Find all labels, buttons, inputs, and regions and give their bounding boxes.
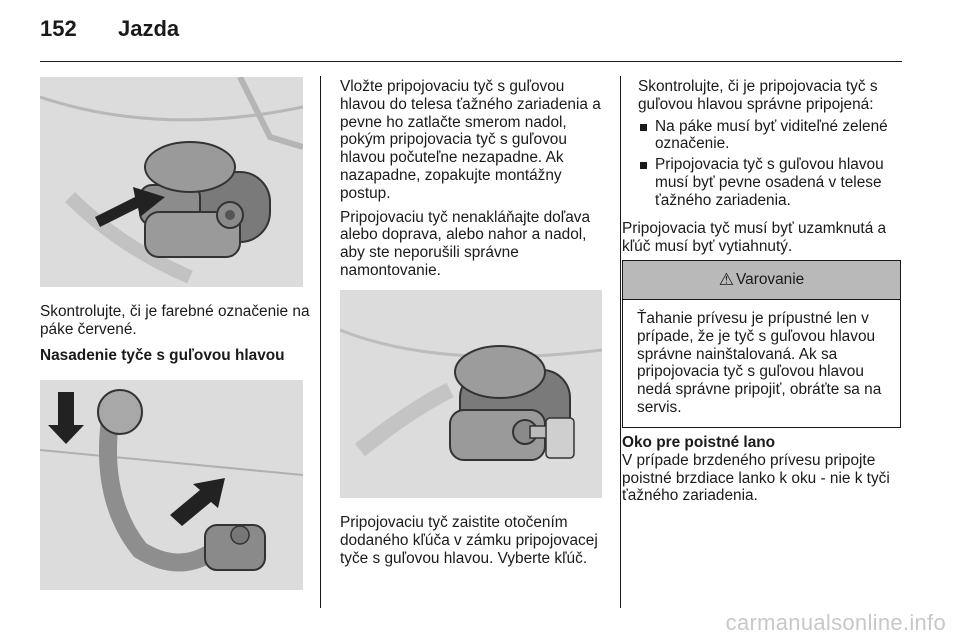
column-divider-1 [320, 76, 321, 608]
tilt-warning-text: Pripojovaciu tyč nenakláňajte doľava alebo doprava, alebo nahor a nadol, aby ste neporušili správne namontovanie. [340, 208, 591, 279]
safety-cable-text: V prípade brzdeného prívesu pripojte poistné brzdiace lanko k oku - nie k tyči ťažného zariadenia. [622, 451, 890, 505]
column-3-bottom [622, 434, 902, 511]
lock-requirement-text: Pripojovacia tyč musí byť uzamknutá a kľúč musí byť vytiahnutý. [622, 220, 887, 255]
column-divider-2 [620, 76, 621, 608]
lock-instruction-text: Pripojovaciu tyč zaistite otočením dodaného kľúča v zámku pripojovacej tyče s guľovou hlavou. Vyberte kľúč. [340, 514, 598, 567]
page-number: 152 [40, 16, 77, 41]
bullet-icon [640, 124, 647, 131]
column-3 [638, 78, 900, 213]
figure-key-lock [340, 290, 602, 498]
list-item [638, 118, 900, 154]
column-2 [340, 78, 608, 286]
ball-bar-insertion-illustration [40, 380, 303, 590]
list-item [638, 156, 900, 209]
column-2-bottom [340, 514, 608, 573]
header-divider [40, 61, 902, 62]
figure-ball-bar-insertion [40, 380, 303, 590]
lever-check-text: Skontrolujte, či je farebné označenie na páke červené. [40, 303, 310, 338]
warning-box [622, 260, 901, 428]
warning-text: Ťahanie prívesu je prípustné len v prípade, že je tyč s guľovou hlavou správne nainštalovaná. Ak sa pripojovacia tyč s guľovou hlavou nedá správne pripojiť, obráťte sa na servis. [637, 310, 882, 416]
warning-triangle-icon: ⚠ [718, 270, 735, 289]
check-list [638, 118, 900, 210]
insert-instruction-text: Vložte pripojovaciu tyč s guľovou hlavou do telesa ťažného zariadenia a pevne ho zatlačte smerom nadol, pokým pripojovacia tyč s guľovou hlavou počuteľne nezapadne. Ak nazapadne, zopakujte montážny postup. [340, 78, 601, 202]
key-lock-illustration [340, 290, 602, 498]
warning-header [623, 261, 900, 300]
section-heading-safety-eye: Oko pre poistné lano [622, 434, 776, 451]
bullet-icon [640, 162, 647, 169]
tow-hitch-lever-illustration [40, 77, 303, 287]
page-header [40, 16, 902, 50]
lock-requirement [622, 220, 902, 262]
list-item-text: Pripojovacia tyč s guľovou hlavou musí byť pevne osadená v telese ťažného zariadenia. [655, 156, 884, 209]
chapter-title: Jazda [118, 16, 180, 41]
list-item-text: Na páke musí byť viditeľné zelené označenie. [655, 117, 888, 153]
watermark: carmanualsonline.info [725, 610, 946, 635]
section-heading-insert: Nasadenie tyče s guľovou hlavou [40, 347, 285, 364]
column-1 [40, 303, 312, 345]
warning-title: Varovanie [736, 271, 805, 288]
connection-check-intro: Skontrolujte, či je pripojovacia tyč s guľovou hlavou správne pripojená: [638, 78, 878, 113]
figure-lever-marking [40, 77, 303, 287]
